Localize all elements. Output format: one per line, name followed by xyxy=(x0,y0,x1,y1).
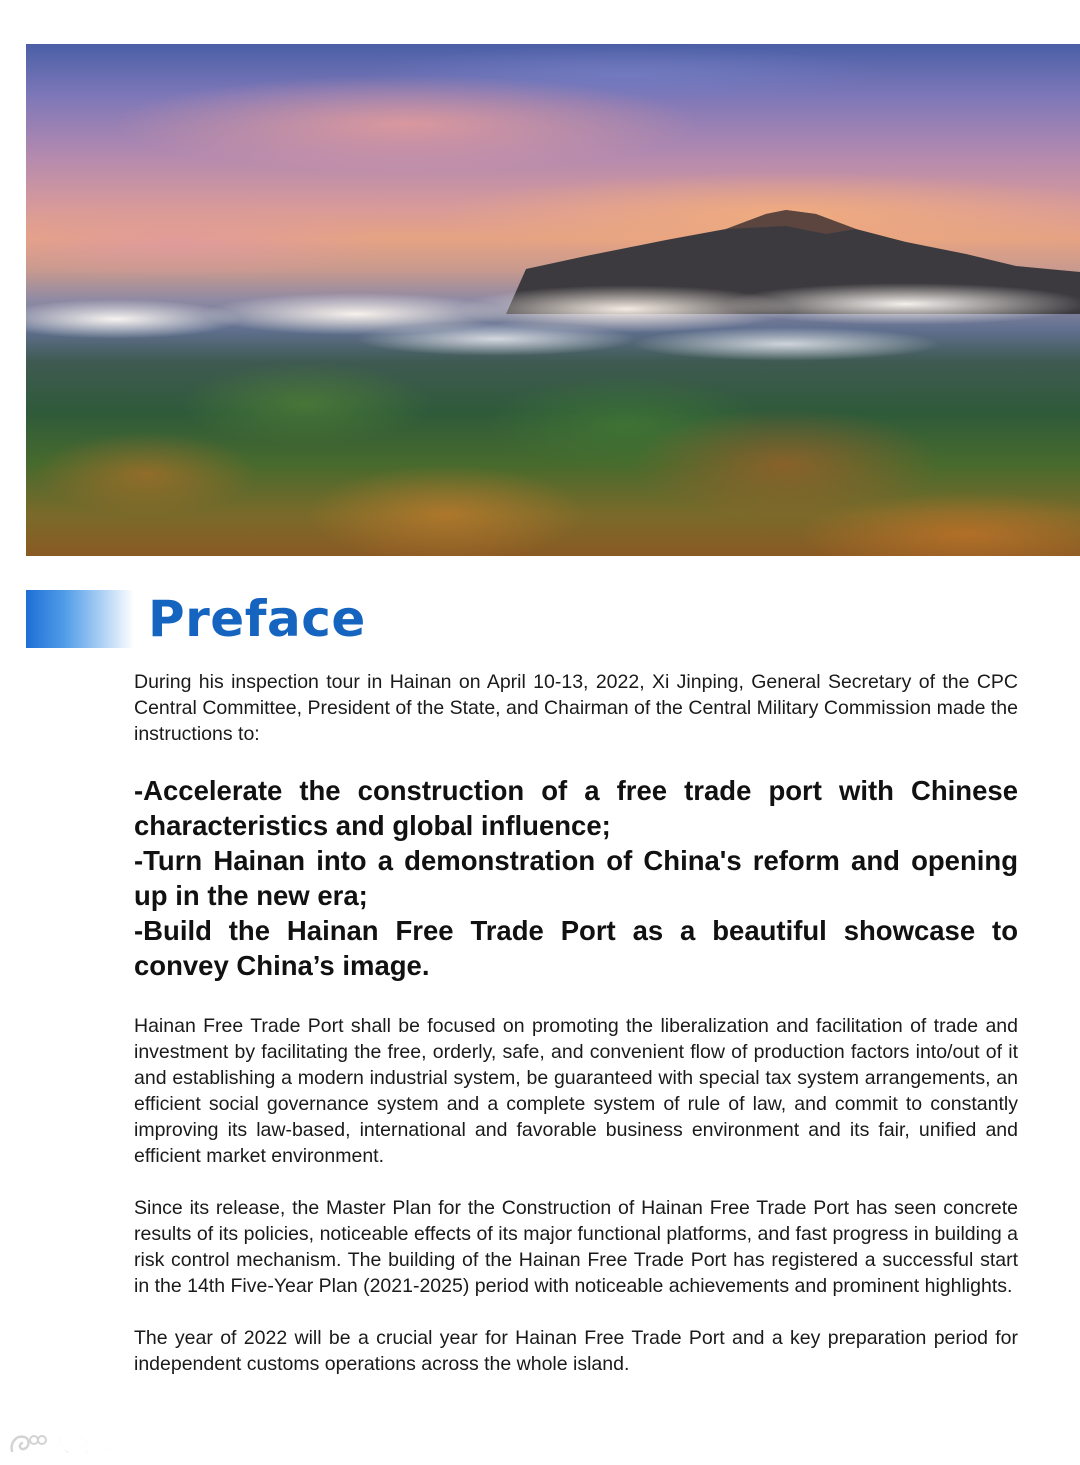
highlight-item: -Build the Hainan Free Trade Port as a beautiful showcase to convey China’s image. xyxy=(134,915,1018,981)
body-paragraph: Hainan Free Trade Port shall be focused on promoting the liberalization and facilitation of trade and investment by facilitating the free, orderly, safe, and convenient flow of production factors into/out of it and establishing a modern industrial system, be guaranteed with special tax system arrangements, an efficient social governance system and a complete system of rule of law, and commit to constantly improving its law-based, international and favorable business environment and its fair, unified and efficient market environment. xyxy=(134,1015,1018,1167)
watermark xyxy=(8,1430,128,1460)
highlight-item: -Turn Hainan into a demonstration of China's reform and opening up in the new era; xyxy=(134,845,1018,911)
forest-canopy xyxy=(26,344,1080,556)
brand-logo-icon xyxy=(8,1431,48,1459)
highlight-item: -Accelerate the construction of a free trade port with Chinese characteristics and global influence; xyxy=(134,775,1018,841)
hero-landscape-image xyxy=(26,44,1080,556)
watermark-text: 大数跨境 xyxy=(52,1436,128,1457)
instruction-highlights xyxy=(134,773,1018,983)
body-paragraph: The year of 2022 will be a crucial year for Hainan Free Trade Port and a key preparation period for independent customs operations across the whole island. xyxy=(134,1327,1018,1375)
heading-accent-bar xyxy=(26,590,134,648)
intro-paragraph: During his inspection tour in Hainan on April 10-13, 2022, Xi Jinping, General Secretary of the CPC Central Committee, President of the State, and Chairman of the Central Military Commission made the instructions to: xyxy=(134,671,1018,745)
preface-content xyxy=(134,669,1018,1377)
page-title: Preface xyxy=(148,590,366,648)
body-paragraph: Since its release, the Master Plan for the Construction of Hainan Free Trade Port has seen concrete results of its policies, noticeable effects of its major functional platforms, and fast progress in building a risk control mechanism. The building of the Hainan Free Trade Port has registered a successful start in the 14th Five-Year Plan (2021-2025) period with noticeable achievements and prominent highlights. xyxy=(134,1197,1018,1297)
